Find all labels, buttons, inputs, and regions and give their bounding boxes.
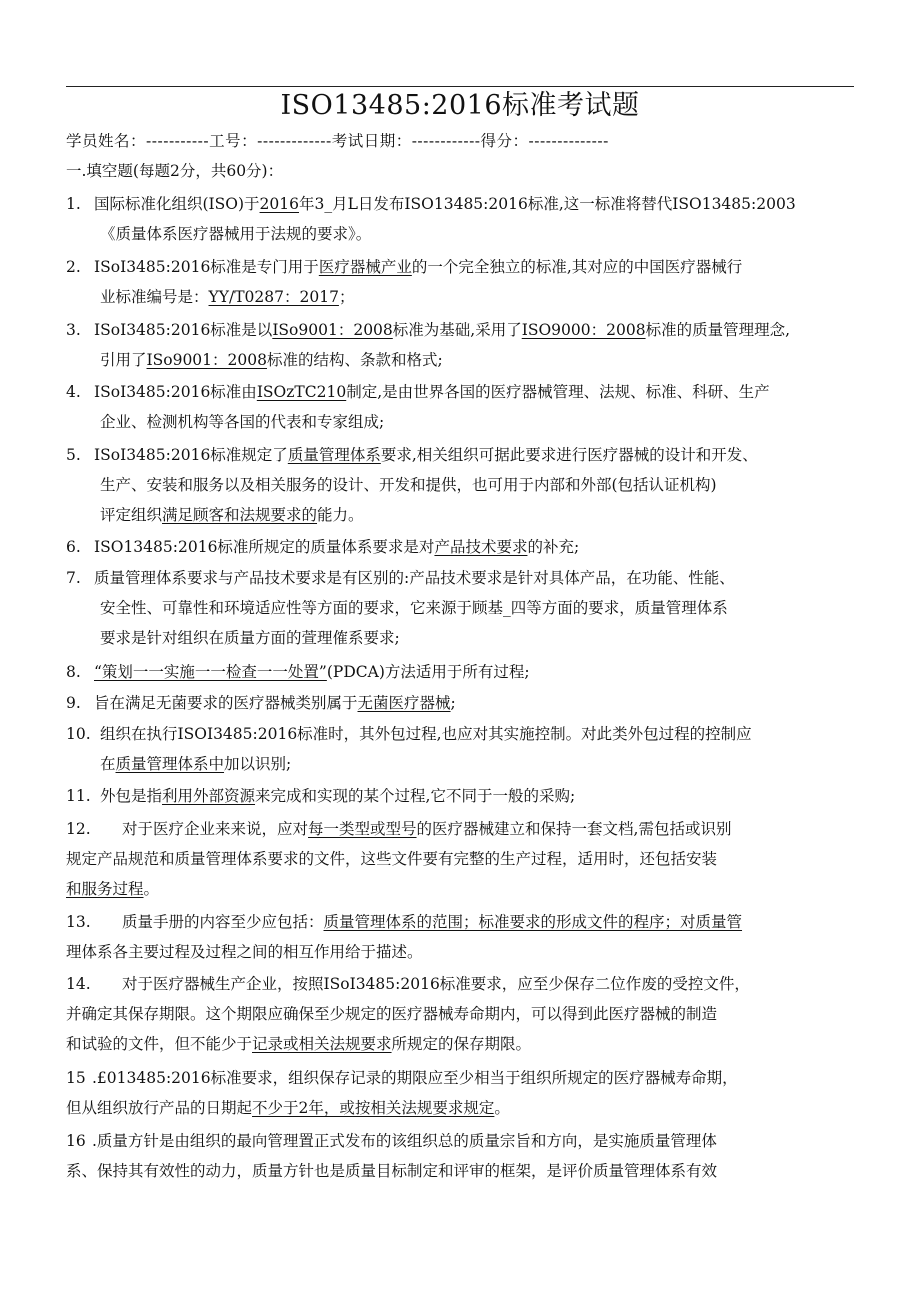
question-14-continued (66, 1000, 717, 1029)
question-number: 11. (66, 787, 91, 805)
question-15-continued (66, 1094, 510, 1123)
question-8 (66, 658, 530, 687)
question-text: 所规定的保存期限。 (391, 1035, 532, 1053)
question-number: 1. (66, 195, 81, 213)
question-text: ISoI3485:2016标准规定了 (94, 446, 288, 464)
question-10-continued (100, 750, 291, 779)
question-12-continued (66, 875, 159, 904)
question-7-continued (100, 594, 728, 623)
question-text: 外包是指 (100, 787, 163, 805)
question-number: 7. (66, 569, 81, 587)
question-text: 和试验的文件，但不能少于 (66, 1035, 253, 1053)
question-number: 10. (66, 725, 91, 743)
question-text: 质量管理体系要求与产品技术要求是有区别的:产品技术要求是针对具体产品，在功能、性能、 (94, 569, 735, 587)
question-text: 引用了 (100, 351, 147, 369)
question-5-continued (100, 501, 364, 530)
question-7 (66, 564, 735, 593)
question-text: 理体系各主要过程及过程之间的相互作用给于描述。 (66, 943, 423, 961)
question-number: 3. (66, 321, 81, 339)
question-text: 并确定其保存期限。这个期限应确保至少规定的医疗器械寿命期内，可以得到此医疗器械的制造 (66, 1005, 718, 1023)
question-7-continued (100, 624, 400, 653)
answer-blank: YY/T0287：2017 (208, 288, 339, 306)
question-5-continued (100, 471, 717, 500)
question-10 (66, 720, 752, 749)
question-text: 制定,是由世界各国的医疗器械管理、法规、标准、科研、生产 (346, 383, 770, 401)
answer-blank: 每一类型或型号 (308, 820, 417, 838)
answer-blank: 不少于2年，或按相关法规要求规定 (252, 1099, 495, 1117)
answer-blank: “策划一一实施一一检查一一处置” (94, 663, 327, 681)
question-text: 系、保持其有效性的动力，质量方针也是质量目标制定和评审的框架，是评价质量管理体系有效 (66, 1162, 718, 1180)
question-number: 8. (66, 663, 81, 681)
question-text: 企业、检测机构等各国的代表和专家组成; (100, 413, 385, 431)
question-4 (66, 378, 770, 407)
question-text: 标准的结构、条款和格式; (266, 351, 443, 369)
question-text: 组织在执行ISOI3485:2016标准时，其外包过程,也应对其实施控制。对此类外包过程的控制应 (100, 725, 752, 743)
question-text: 。 (494, 1099, 510, 1117)
answer-blank: 记录或相关法规要求 (252, 1035, 392, 1053)
question-text: 要求,相关组织可据此要求进行医疗器械的设计和开发、 (380, 446, 758, 464)
question-2-continued (100, 283, 354, 312)
question-13-continued (66, 938, 423, 967)
exam-title: ISO13485:2016标准考试题 (280, 90, 640, 121)
question-text: 对于医疗企业来来说，应对 (122, 820, 309, 838)
answer-blank: 利用外部资源 (162, 787, 256, 805)
question-number: 15 (66, 1069, 86, 1087)
question-text: 《质量体系医疗器械用于法规的要求》。 (100, 225, 372, 243)
question-text: ISO13485:2016标准所规定的质量体系要求是对 (94, 538, 435, 556)
question-text: 标准为基础,采用了 (392, 321, 522, 339)
answer-blank: ISO9000：2008 (521, 321, 646, 339)
question-text: 的一个完全独立的标准,其对应的中国医疗器械行 (411, 258, 743, 276)
question-text: ISoI3485:2016标准是专门用于 (94, 258, 319, 276)
question-11 (66, 782, 575, 811)
question-13 (66, 908, 742, 937)
question-number: 4. (66, 383, 81, 401)
question-15 (66, 1064, 738, 1093)
question-text: ISoI3485:2016标准由 (94, 383, 257, 401)
section-heading: 一.填空题(每题2分，共60分)： (66, 162, 284, 180)
top-rule (66, 86, 854, 87)
question-14 (66, 970, 750, 999)
question-text: 规定产品规范和质量管理体系要求的文件，这些文件要有完整的生产过程，适用时，还包括安装 (66, 850, 718, 868)
answer-blank: 无菌医疗器械 (357, 694, 451, 712)
question-number: 6. (66, 538, 81, 556)
question-text: ； (338, 288, 355, 306)
question-text: 旨在满足无菌要求的医疗器械类别属于 (94, 694, 358, 712)
answer-blank: ISo9001：2008 (146, 351, 267, 369)
question-text: 标准的质量管理理念, (645, 321, 790, 339)
question-12 (66, 815, 731, 844)
answer-blank: ISo9001：2008 (272, 321, 393, 339)
question-text: .质量方针是由组织的最向管理置正式发布的该组织总的质量宗旨和方向，是实施质量管理体 (92, 1132, 717, 1150)
answer-blank: ISOzTC210 (256, 383, 347, 401)
answer-blank: 质量管理体系的范围；标准要求的形成文件的程序；对质量管 (323, 913, 743, 931)
question-text: 的补充; (527, 538, 580, 556)
question-text: ISoI3485:2016标准是以 (94, 321, 273, 339)
question-text: (PDCA)方法适用于所有过程; (326, 663, 530, 681)
question-number: 5. (66, 446, 81, 464)
question-text: 来完成和实现的某个过程,它不同于一般的采购; (255, 787, 576, 805)
answer-blank: 质量管理体系中 (115, 755, 225, 773)
question-text: 的医疗器械建立和保持一套文档,需包括或识别 (416, 820, 732, 838)
question-text: 年3_月L日发布ISO13485:2016标准,这一标准将替代ISO13485:2003 (299, 195, 796, 213)
question-1 (66, 190, 796, 219)
question-text: 质量手册的内容至少应包括： (122, 913, 324, 931)
question-16 (66, 1127, 717, 1156)
question-text: 加以识别; (224, 755, 292, 773)
answer-blank: 医疗器械产业 (318, 258, 412, 276)
answer-blank: 质量管理体系 (287, 446, 381, 464)
answer-blank: 2016 (259, 195, 299, 213)
question-14-continued (66, 1030, 531, 1059)
question-text: 安全性、可靠性和环境适应性等方面的要求，它来源于顾基_四等方面的要求，质量管理体系 (100, 599, 728, 617)
question-text: ; (450, 694, 456, 712)
question-text: 业标准编号是： (100, 288, 209, 306)
question-3 (66, 316, 790, 345)
question-2 (66, 253, 742, 282)
question-text: 能力。 (317, 506, 364, 524)
question-4-continued (100, 408, 384, 437)
question-16-continued (66, 1157, 717, 1186)
question-text: 评定组织 (100, 506, 163, 524)
question-number: 13. (66, 913, 91, 931)
answer-blank: 产品技术要求 (434, 538, 528, 556)
question-9 (66, 689, 456, 718)
question-number: 16 (66, 1132, 86, 1150)
question-text: 在 (100, 755, 116, 773)
question-1-continued (100, 220, 371, 249)
question-text: 。 (143, 880, 160, 898)
question-3-continued (100, 346, 443, 375)
student-info-line: 学员姓名：-----------工号：-------------考试日期：------------得分：-------------- (66, 132, 609, 150)
question-number: 9. (66, 694, 81, 712)
question-text: 但从组织放行产品的日期起 (66, 1099, 253, 1117)
question-12-continued (66, 845, 717, 874)
question-number: 12. (66, 820, 91, 838)
question-5 (66, 441, 758, 470)
question-number: 14. (66, 975, 91, 993)
answer-blank: 满足顾客和法规要求的 (162, 506, 318, 524)
answer-blank: 和服务过程 (66, 880, 144, 898)
question-number: 2. (66, 258, 81, 276)
question-text: .£013485:2016标准要求，组织保存记录的期限应至少相当于组织所规定的医疗器械寿命期， (92, 1069, 738, 1087)
question-text: 生产、安装和服务以及相关服务的设计、开发和提供，也可用于内部和外部(包括认证机构) (100, 476, 717, 494)
question-6 (66, 533, 579, 562)
question-text: 对于医疗器械生产企业，按照ISoI3485:2016标准要求，应至少保存二位作废的受控文件， (122, 975, 750, 993)
question-text: 国际标准化组织(ISO)于 (94, 195, 260, 213)
question-text: 要求是针对组织在质量方面的萱理傕系要求; (100, 629, 400, 647)
